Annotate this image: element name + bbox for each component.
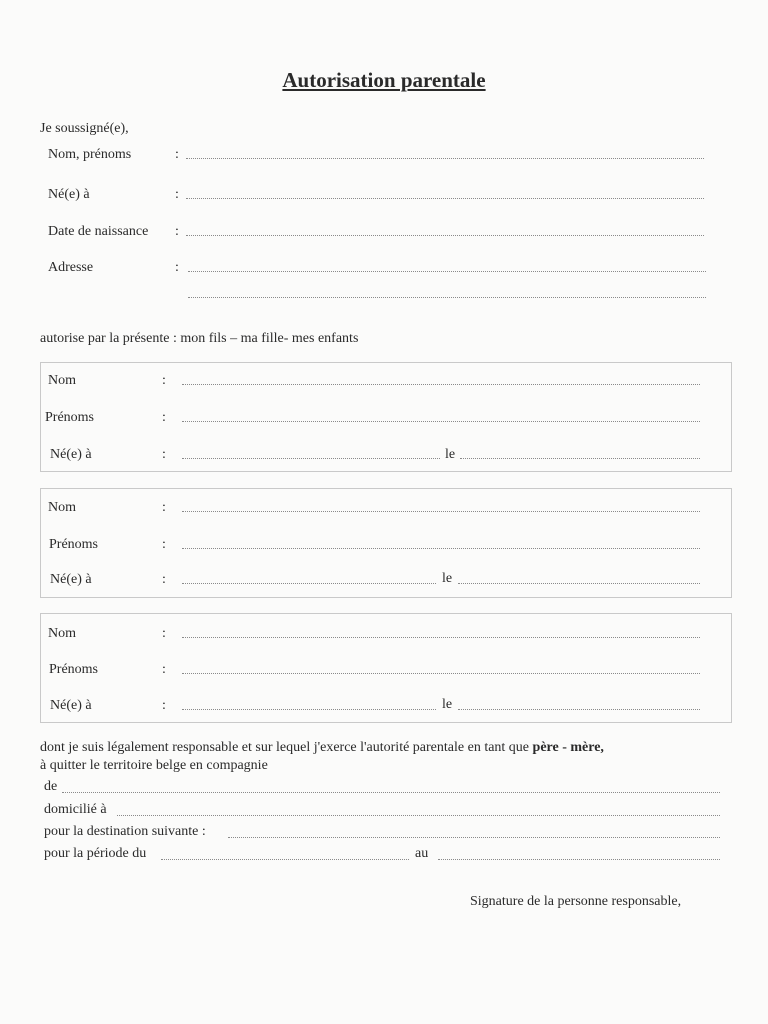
de-label: de — [44, 779, 58, 794]
domicile-label: domicilié à — [44, 802, 107, 817]
child-prenoms-label: Prénoms — [49, 537, 98, 552]
child-block-2 — [40, 488, 732, 598]
colon: : — [175, 260, 179, 275]
child-3-nom-field[interactable] — [182, 637, 700, 638]
field-period-start[interactable] — [161, 859, 409, 860]
intro-text: Je soussigné(e), — [40, 121, 129, 136]
page-title: Autorisation parentale — [282, 68, 486, 92]
field-nom-prenoms[interactable] — [186, 158, 704, 159]
signature-label: Signature de la personne responsable, — [470, 894, 682, 909]
leave-text: à quitter le territoire belge en compagnie — [40, 758, 268, 773]
child-2-nom-field[interactable] — [182, 511, 700, 512]
child-prenoms-label: Prénoms — [45, 410, 94, 425]
colon: : — [162, 373, 166, 388]
child-nee-label: Né(e) à — [50, 698, 92, 713]
label-adresse: Adresse — [48, 260, 94, 275]
colon: : — [175, 224, 179, 239]
child-1-nom-field[interactable] — [182, 384, 700, 385]
child-1-date-field[interactable] — [460, 458, 700, 459]
child-nom-label: Nom — [48, 626, 76, 641]
child-2-lieu-field[interactable] — [182, 583, 436, 584]
colon: : — [162, 572, 166, 587]
child-2-prenoms-field[interactable] — [182, 548, 700, 549]
child-block-1 — [40, 362, 732, 472]
child-2-date-field[interactable] — [458, 583, 700, 584]
au-label: au — [415, 846, 429, 861]
child-le-label: le — [442, 697, 453, 712]
child-block-3 — [40, 613, 732, 723]
destination-label: pour la destination suivante : — [44, 824, 206, 839]
responsible-text — [40, 740, 604, 756]
authorize-text: autorise par la présente : mon fils – ma fille- mes enfants — [40, 331, 359, 346]
field-nee-a[interactable] — [186, 198, 704, 199]
field-de[interactable] — [62, 792, 720, 793]
child-nee-label: Né(e) à — [50, 572, 92, 587]
child-3-date-field[interactable] — [458, 709, 700, 710]
child-nee-label: Né(e) à — [50, 447, 92, 462]
colon: : — [162, 537, 166, 552]
child-3-prenoms-field[interactable] — [182, 673, 700, 674]
field-date-naissance[interactable] — [186, 235, 704, 236]
colon: : — [162, 626, 166, 641]
colon: : — [162, 662, 166, 677]
period-label: pour la période du — [44, 846, 147, 861]
label-nom-prenoms: Nom, prénoms — [48, 147, 132, 162]
label-date-naissance: Date de naissance — [48, 224, 149, 239]
child-3-lieu-field[interactable] — [182, 709, 436, 710]
responsible-sentence: dont je suis légalement responsable et sur lequel j'exerce l'autorité parentale en tant que — [40, 740, 530, 755]
colon: : — [162, 447, 166, 462]
field-period-end[interactable] — [438, 859, 720, 860]
colon: : — [162, 500, 166, 515]
colon: : — [175, 187, 179, 202]
colon: : — [162, 410, 166, 425]
responsible-role: père - mère, — [532, 740, 604, 755]
label-nee-a: Né(e) à — [48, 187, 90, 202]
field-domicile[interactable] — [117, 815, 720, 816]
child-prenoms-label: Prénoms — [49, 662, 98, 677]
child-nom-label: Nom — [48, 500, 76, 515]
child-nom-label: Nom — [48, 373, 76, 388]
child-1-prenoms-field[interactable] — [182, 421, 700, 422]
field-adresse-line-2[interactable] — [188, 297, 706, 298]
child-le-label: le — [445, 447, 456, 462]
field-adresse-line-1[interactable] — [188, 271, 706, 272]
child-1-lieu-field[interactable] — [182, 458, 440, 459]
child-le-label: le — [442, 571, 453, 586]
colon: : — [175, 147, 179, 162]
colon: : — [162, 698, 166, 713]
field-destination[interactable] — [228, 837, 720, 838]
